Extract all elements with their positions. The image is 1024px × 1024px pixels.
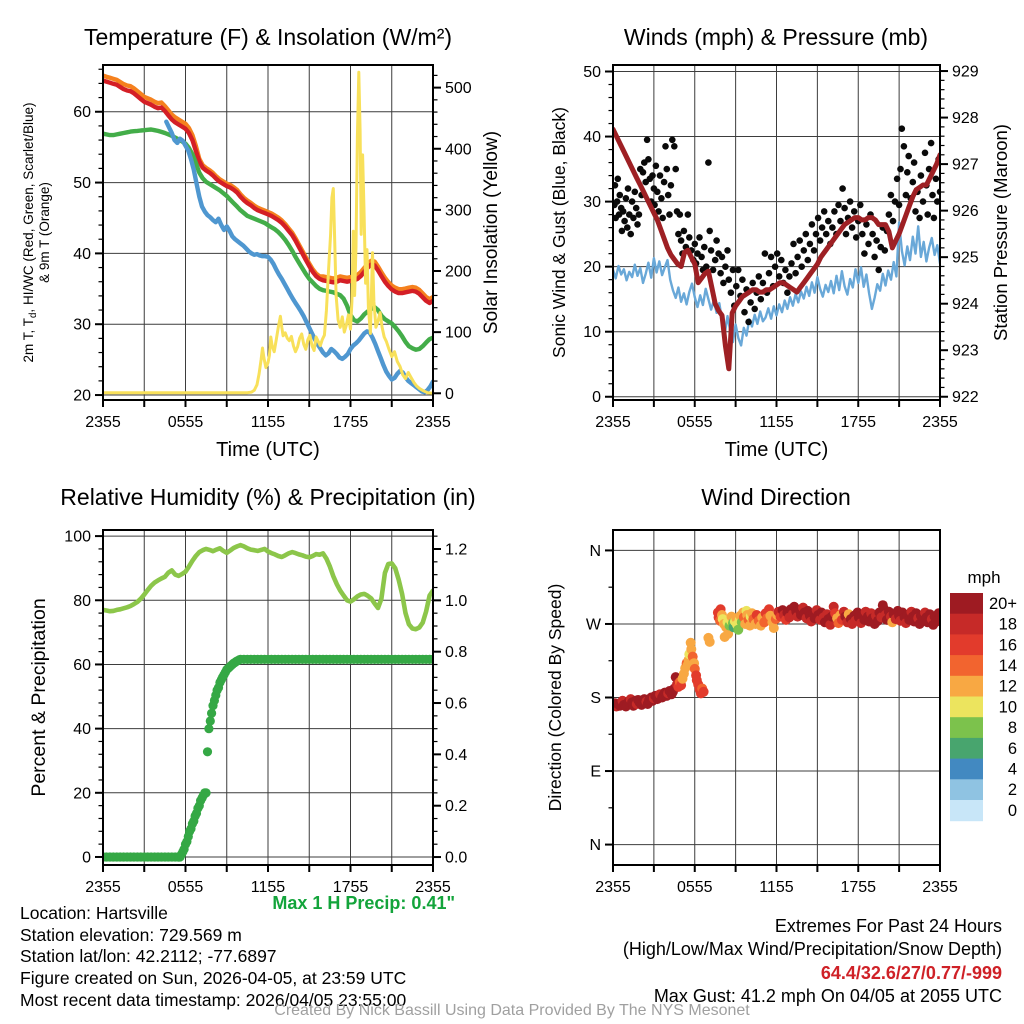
svg-text:1155: 1155 (250, 414, 286, 431)
svg-text:1755: 1755 (332, 414, 369, 431)
extremes-block (600, 915, 1002, 1008)
humidity-precip-plot (0, 455, 512, 915)
svg-text:0555: 0555 (167, 414, 204, 431)
svg-text:1755: 1755 (840, 879, 877, 896)
svg-text:Percent & Precipitation: Percent & Precipitation (28, 598, 50, 797)
svg-text:1155: 1155 (250, 879, 286, 896)
svg-text:50: 50 (73, 175, 91, 193)
station-location: Location: Hartsville (20, 903, 168, 923)
svg-text:60: 60 (73, 104, 91, 122)
svg-text:20: 20 (583, 259, 601, 277)
svg-text:0: 0 (1007, 801, 1017, 820)
svg-text:2355: 2355 (85, 879, 121, 896)
svg-text:2355: 2355 (415, 879, 451, 896)
svg-text:10: 10 (583, 324, 601, 342)
svg-text:2355: 2355 (85, 414, 121, 431)
svg-text:N: N (589, 542, 601, 560)
svg-text:W: W (585, 616, 601, 634)
svg-text:100: 100 (64, 528, 91, 546)
station-latlon: Station lat/lon: 42.2112; -77.6897 (20, 946, 277, 967)
wind-direction-title: Wind Direction (701, 484, 851, 510)
svg-text:8: 8 (1007, 719, 1017, 738)
svg-text:927: 927 (952, 156, 979, 174)
svg-text:100: 100 (445, 324, 472, 342)
svg-text:200: 200 (445, 263, 472, 281)
svg-text:12: 12 (998, 677, 1017, 696)
station-elevation: Station elevation: 729.569 m (20, 924, 242, 945)
svg-text:0.4: 0.4 (445, 746, 468, 764)
svg-text:& 9m T (Orange): & 9m T (Orange) (37, 182, 52, 283)
svg-text:0555: 0555 (676, 879, 713, 896)
figure-created: Figure created on Sun, 2026-04-05, at 23:59 UTC (20, 968, 407, 989)
credit-line: Created By Nick Bassill Using Data Provided By The NYS Mesonet (274, 1002, 750, 1019)
svg-text:0.6: 0.6 (445, 695, 468, 713)
winds-pressure-title: Winds (mph) & Pressure (mb) (623, 24, 929, 50)
svg-text:Time (UTC): Time (UTC) (216, 439, 320, 460)
svg-text:926: 926 (952, 203, 979, 221)
svg-text:1755: 1755 (840, 414, 877, 431)
svg-text:20+: 20+ (989, 594, 1017, 613)
svg-text:924: 924 (952, 296, 979, 314)
svg-text:18: 18 (998, 615, 1017, 634)
svg-text:923: 923 (952, 342, 979, 360)
temperature-insolation-title: Temperature (F) & Insolation (W/m²) (83, 24, 453, 50)
svg-text:E: E (590, 763, 601, 781)
max-gust: Max Gust: 41.2 mph On 04/05 at 2055 UTC (653, 985, 1002, 1006)
temperature-insolation-plot (0, 0, 512, 460)
svg-text:400: 400 (445, 141, 472, 159)
svg-text:2: 2 (1007, 781, 1017, 800)
svg-text:2355: 2355 (922, 879, 958, 896)
svg-text:1155: 1155 (759, 879, 794, 896)
svg-text:0: 0 (592, 389, 601, 407)
svg-text:0: 0 (445, 385, 454, 403)
svg-text:2355: 2355 (595, 414, 631, 431)
svg-text:Direction (Colored By Speed): Direction (Colored By Speed) (545, 583, 565, 812)
svg-text:2355: 2355 (415, 414, 451, 431)
station-info (20, 903, 406, 1012)
svg-text:40: 40 (73, 245, 91, 263)
svg-text:0.0: 0.0 (445, 849, 468, 867)
svg-text:Time (UTC): Time (UTC) (724, 439, 829, 460)
max-precip-note: Max 1 H Precip: 0.41" (272, 893, 455, 913)
winds-pressure-plot (512, 0, 1024, 460)
svg-text:20: 20 (73, 387, 91, 405)
svg-text:925: 925 (952, 249, 979, 267)
svg-text:0.2: 0.2 (445, 798, 468, 816)
svg-text:0555: 0555 (676, 414, 713, 431)
svg-text:40: 40 (73, 721, 91, 739)
svg-text:30: 30 (583, 194, 601, 212)
svg-text:0: 0 (82, 849, 91, 867)
svg-text:1155: 1155 (759, 414, 794, 431)
extremes-values: 64.4/32.6/27/0.77/-999 (820, 962, 1002, 983)
svg-text:mph: mph (967, 568, 1001, 587)
svg-text:4: 4 (1007, 760, 1017, 779)
svg-text:80: 80 (73, 592, 91, 610)
svg-text:1.0: 1.0 (445, 592, 468, 610)
svg-text:300: 300 (445, 202, 472, 220)
svg-text:2355: 2355 (922, 414, 958, 431)
svg-text:14: 14 (998, 656, 1017, 675)
svg-text:Solar Insolation (Yellow): Solar Insolation (Yellow) (481, 130, 502, 335)
svg-text:0.8: 0.8 (445, 644, 468, 662)
svg-text:20: 20 (73, 785, 91, 803)
svg-text:2355: 2355 (595, 879, 631, 896)
svg-text:N: N (589, 837, 601, 855)
svg-text:500: 500 (445, 80, 472, 98)
svg-text:1.2: 1.2 (445, 541, 468, 559)
svg-text:16: 16 (998, 636, 1017, 655)
data-timestamp: Most recent data timestamp: 2026/04/05 23:55:00 (20, 989, 407, 1010)
svg-text:1755: 1755 (332, 879, 369, 896)
svg-text:S: S (590, 690, 601, 707)
svg-text:Sonic Wind & Gust (Blue, Black: Sonic Wind & Gust (Blue, Black) (549, 107, 569, 358)
svg-text:40: 40 (583, 129, 601, 147)
svg-text:0555: 0555 (167, 879, 204, 896)
svg-text:50: 50 (583, 64, 601, 82)
wind-direction-plot (512, 455, 1024, 915)
svg-text:2m T, Td, HI/WC (Red, Green, S: 2m T, $T_d$, HI/WC (Red, Green, Scarlet/Blue) (21, 102, 39, 363)
svg-text:6: 6 (1007, 739, 1017, 758)
extremes-subtitle: (High/Low/Max Wind/Precipitation/Snow Depth) (622, 939, 1002, 960)
svg-text:922: 922 (952, 389, 979, 407)
svg-text:Station Pressure (Maroon): Station Pressure (Maroon) (990, 124, 1011, 341)
svg-text:30: 30 (73, 316, 91, 334)
svg-text:928: 928 (952, 110, 979, 128)
humidity-precip-title: Relative Humidity (%) & Precipitation (in) (60, 484, 476, 510)
svg-text:10: 10 (998, 698, 1017, 717)
extremes-title: Extremes For Past 24 Hours (774, 916, 1002, 936)
svg-text:60: 60 (73, 656, 91, 674)
svg-text:929: 929 (952, 63, 979, 81)
